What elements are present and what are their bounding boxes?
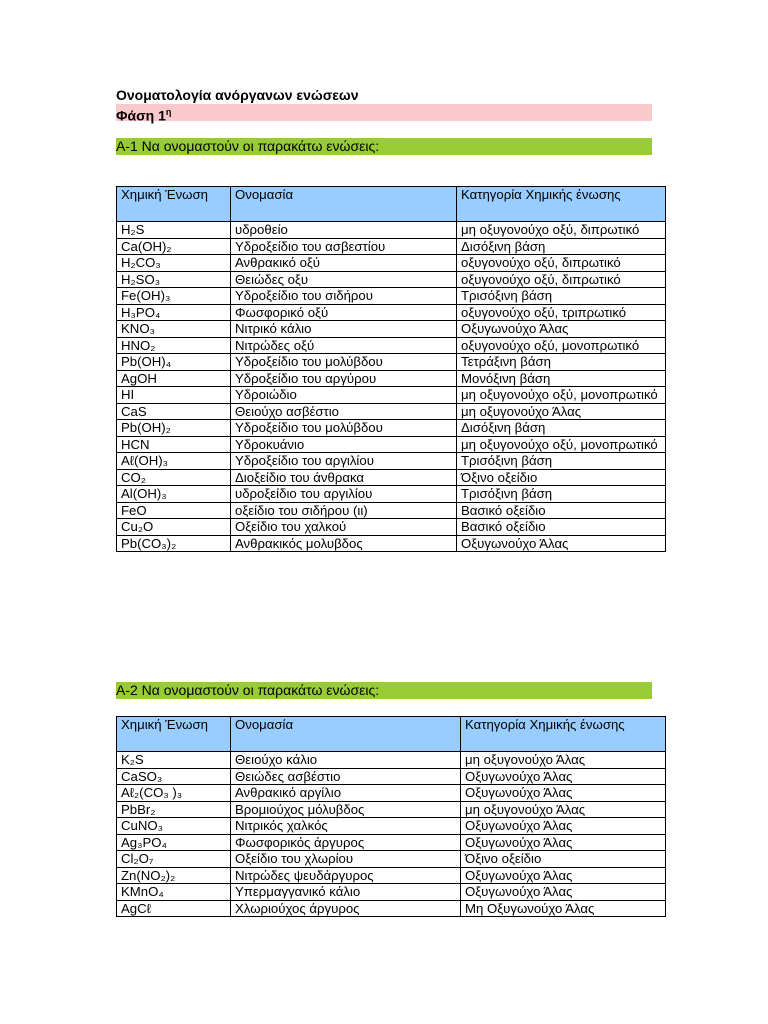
table-row: [117, 222, 666, 239]
category-cell: μη οξυγονούχο οξύ, μονοπρωτικό: [457, 387, 666, 404]
table-row: [117, 486, 666, 503]
table-row: [117, 818, 666, 835]
name-cell: Ανθρακικό οξύ: [231, 255, 457, 272]
name-cell: Χλωριούχος άργυρος: [231, 900, 461, 917]
section-a2-heading: Α-2 Να ονομαστούν οι παρακάτω ενώσεις:: [116, 682, 652, 699]
name-cell: Υδροξείδιο του μολύβδου: [231, 354, 457, 371]
name-cell: Οξείδιο του χαλκού: [231, 519, 457, 536]
compound-cell: Al(OH)₃: [117, 486, 231, 503]
table-row: [117, 453, 666, 470]
table-row: [117, 519, 666, 536]
category-cell: οξυγονούχο οξύ, τριπρωτικό: [457, 304, 666, 321]
category-cell: οξυγονούχο οξύ, μονοπρωτικό: [457, 337, 666, 354]
header-compound: Χημική Ένωση: [117, 717, 231, 752]
compound-cell: H₂CO₃: [117, 255, 231, 272]
category-cell: Τρισόξινη βάση: [457, 453, 666, 470]
category-cell: Μονόξινη βάση: [457, 370, 666, 387]
name-cell: Νιτρώδες οξύ: [231, 337, 457, 354]
table-row: [117, 900, 666, 917]
compound-cell: Pb(CO₃)₂: [117, 535, 231, 552]
compound-cell: Ca(OH)₂: [117, 238, 231, 255]
category-cell: Βασικό οξείδιο: [457, 519, 666, 536]
table-row: [117, 271, 666, 288]
category-cell: Οξυγωνούχο Άλας: [461, 884, 666, 901]
name-cell: Οξείδιο του χλωρίου: [231, 851, 461, 868]
name-cell: Υδροξείδιο του ασβεστίου: [231, 238, 457, 255]
header-name: Ονομασία: [231, 717, 461, 752]
compound-cell: FeO: [117, 502, 231, 519]
category-cell: μη οξυγονούχο Άλας: [461, 752, 666, 769]
name-cell: Θειούχο ασβέστιο: [231, 403, 457, 420]
category-cell: μη οξυγονούχο Άλας: [461, 801, 666, 818]
table-row: [117, 321, 666, 338]
phase-banner: [116, 104, 652, 124]
category-cell: Οξυγωνούχο Άλας: [461, 785, 666, 802]
compound-cell: CO₂: [117, 469, 231, 486]
compound-cell: Ag₃PO₄: [117, 834, 231, 851]
table-row: [117, 535, 666, 552]
name-cell: Ανθρακικός μολυβδος: [231, 535, 457, 552]
table-row: [117, 469, 666, 486]
category-cell: Όξινο οξείδιο: [461, 851, 666, 868]
category-cell: Βασικό οξείδιο: [457, 502, 666, 519]
compound-cell: H₂S: [117, 222, 231, 239]
compound-cell: PbBr₂: [117, 801, 231, 818]
category-cell: μη οξυγονούχο οξύ, μονοπρωτικό: [457, 436, 666, 453]
header-name: Ονομασία: [231, 187, 457, 222]
table-row: [117, 867, 666, 884]
category-cell: Οξυγωνούχο Άλας: [461, 818, 666, 835]
section-a1-heading: Α-1 Να ονομαστούν οι παρακάτω ενώσεις:: [116, 138, 652, 155]
compound-cell: K₂S: [117, 752, 231, 769]
name-cell: Υδροξείδιο του αργύρου: [231, 370, 457, 387]
category-cell: Οξυγωνούχο Άλας: [457, 535, 666, 552]
table-row: [117, 436, 666, 453]
compound-cell: HCN: [117, 436, 231, 453]
compound-cell: KMnO₄: [117, 884, 231, 901]
table-row: [117, 387, 666, 404]
table-row: [117, 768, 666, 785]
phase-label: Φάση 1: [116, 107, 166, 124]
table-row: [117, 884, 666, 901]
category-cell: οξυγονούχο οξύ, διπρωτικό: [457, 271, 666, 288]
table-row: [117, 851, 666, 868]
compound-cell: Pb(OH)₄: [117, 354, 231, 371]
compound-cell: H₃PO₄: [117, 304, 231, 321]
name-cell: Υπερμαγγανικό κάλιο: [231, 884, 461, 901]
table-row: [117, 304, 666, 321]
compound-cell: Aℓ(OH)₃: [117, 453, 231, 470]
name-cell: Θειώδες οξυ: [231, 271, 457, 288]
compound-cell: HNO₂: [117, 337, 231, 354]
category-cell: Τρισόξινη βάση: [457, 288, 666, 305]
name-cell: Υδροξείδιο του σιδήρου: [231, 288, 457, 305]
table-row: [117, 785, 666, 802]
category-cell: Δισόξινη βάση: [457, 238, 666, 255]
name-cell: Βρομιούχος μόλυβδος: [231, 801, 461, 818]
compound-cell: AgOH: [117, 370, 231, 387]
table-header-row: [117, 187, 666, 222]
name-cell: Υδροξείδιο του μολύβδου: [231, 420, 457, 437]
compound-cell: Fe(OH)₃: [117, 288, 231, 305]
table-header-row: [117, 717, 666, 752]
header-category: Κατηγορία Χημικής ένωσης: [457, 187, 666, 222]
name-cell: Υδροκυάνιο: [231, 436, 457, 453]
compound-cell: HI: [117, 387, 231, 404]
name-cell: Νιτρικό κάλιο: [231, 321, 457, 338]
name-cell: Νιτρώδες ψευδάργυρος: [231, 867, 461, 884]
name-cell: Θειώδες ασβέστιο: [231, 768, 461, 785]
category-cell: Τετράξινη βάση: [457, 354, 666, 371]
table-row: [117, 801, 666, 818]
compound-cell: Aℓ₂(CO₃ )₃: [117, 785, 231, 802]
name-cell: Ανθρακικό αργίλιο: [231, 785, 461, 802]
category-cell: μη οξυγονούχο οξύ, διπρωτικό: [457, 222, 666, 239]
header-compound: Χημική Ένωση: [117, 187, 231, 222]
category-cell: Δισόξινη βάση: [457, 420, 666, 437]
name-cell: υδροθείο: [231, 222, 457, 239]
table-row: [117, 354, 666, 371]
name-cell: Διοξείδιο του άνθρακα: [231, 469, 457, 486]
compound-cell: Zn(NO₂)₂: [117, 867, 231, 884]
compound-cell: CaSO₃: [117, 768, 231, 785]
table-row: [117, 420, 666, 437]
table-row: [117, 502, 666, 519]
compounds-table-a1: [116, 186, 666, 552]
category-cell: Οξυγωνούχο Άλας: [461, 768, 666, 785]
table-row: [117, 370, 666, 387]
category-cell: Όξινο οξείδιο: [457, 469, 666, 486]
name-cell: οξείδιο του σιδήρου (ιι): [231, 502, 457, 519]
table-row: [117, 752, 666, 769]
compound-cell: Cu₂O: [117, 519, 231, 536]
compound-cell: Cl₂O₇: [117, 851, 231, 868]
category-cell: Οξυγωνούχο Άλας: [457, 321, 666, 338]
category-cell: μη οξυγονούχο Άλας: [457, 403, 666, 420]
header-category: Κατηγορία Χημικής ένωσης: [461, 717, 666, 752]
table-row: [117, 255, 666, 272]
compound-cell: CuNO₃: [117, 818, 231, 835]
name-cell: Φωσφορικός άργυρος: [231, 834, 461, 851]
name-cell: Υδροξείδιο του αργιλίου: [231, 453, 457, 470]
name-cell: Φωσφορικό οξύ: [231, 304, 457, 321]
compound-cell: AgCℓ: [117, 900, 231, 917]
name-cell: υδροξείδιο του αργιλίου: [231, 486, 457, 503]
compound-cell: Pb(OH)₂: [117, 420, 231, 437]
table-row: [117, 337, 666, 354]
compound-cell: H₂SO₃: [117, 271, 231, 288]
compounds-table-a2: [116, 716, 666, 917]
table-row: [117, 403, 666, 420]
compound-cell: KNO₃: [117, 321, 231, 338]
phase-suffix: η: [165, 107, 172, 117]
name-cell: Υδροιώδιο: [231, 387, 457, 404]
category-cell: οξυγονούχο οξύ, διπρωτικό: [457, 255, 666, 272]
document-title: Ονοματολογία ανόργανων ενώσεων: [116, 87, 359, 103]
category-cell: Μη Οξυγωνούχο Άλας: [461, 900, 666, 917]
table-row: [117, 288, 666, 305]
compound-cell: CaS: [117, 403, 231, 420]
table-row: [117, 834, 666, 851]
table-row: [117, 238, 666, 255]
name-cell: Θειούχο κάλιο: [231, 752, 461, 769]
category-cell: Οξυγωνούχο Άλας: [461, 834, 666, 851]
category-cell: Οξυγωνούχο Άλας: [461, 867, 666, 884]
name-cell: Νιτρικός χαλκός: [231, 818, 461, 835]
category-cell: Τρισόξινη βάση: [457, 486, 666, 503]
